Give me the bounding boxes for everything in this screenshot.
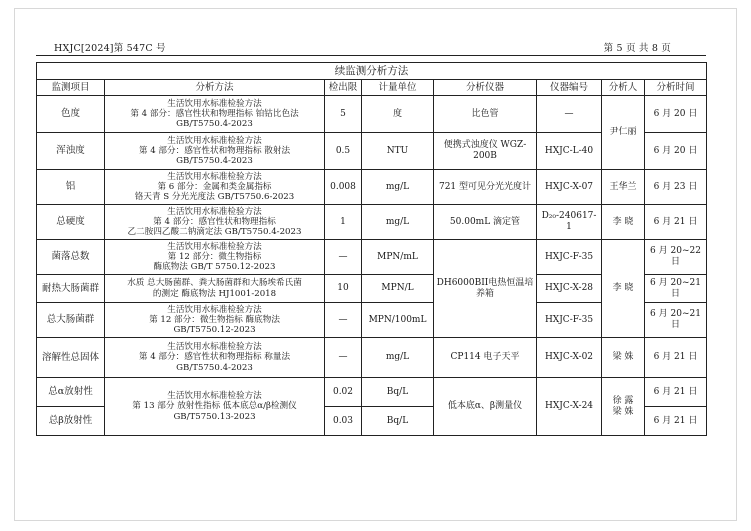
analysis-date: 6 月 23 日	[645, 170, 707, 205]
instrument-no: —	[537, 96, 602, 133]
unit: Bq/L	[362, 407, 434, 436]
item-name: 色度	[37, 96, 105, 133]
item-name: 总大肠菌群	[37, 303, 105, 338]
detection-limit: 5	[325, 96, 362, 133]
analyst-name: 梁 姝	[612, 406, 634, 417]
analysis-date: 6 月 21 日	[645, 338, 707, 378]
detection-limit: 1	[325, 205, 362, 240]
unit: Bq/L	[362, 378, 434, 407]
analysis-date: 6 月 20~22 日	[645, 240, 707, 275]
item-name: 总α放射性	[37, 378, 105, 407]
method-line: 第 12 部分：微生物指标 酶底物法	[149, 314, 280, 325]
instrument-no: D₂₀-240617-1	[537, 205, 602, 240]
item-name: 耐热大肠菌群	[37, 275, 105, 303]
detection-limit: 0.02	[325, 378, 362, 407]
detection-limit: 0.5	[325, 133, 362, 170]
analyst-name: 徐 露	[612, 395, 634, 406]
method-line: 生活饮用水标准检验方法	[167, 171, 262, 182]
method-line: 酶底物法 GB/T 5750.12-2023	[153, 262, 276, 273]
detection-limit: 10	[325, 275, 362, 303]
header-rule	[36, 55, 706, 56]
method-line: 水质 总大肠菌群、粪大肠菌群和大肠埃希氏菌	[127, 278, 302, 289]
table-row	[37, 96, 707, 133]
method-line: 第 4 部分：感官性状和物理指标 散射法	[138, 145, 291, 156]
item-name: 浑浊度	[37, 133, 105, 170]
instrument: 721 型可见分光光度计	[434, 170, 537, 205]
col-header-date: 分析时间	[645, 80, 707, 96]
instrument-no: HXJC-X-02	[537, 338, 602, 378]
analyst: 王华兰	[602, 170, 645, 205]
instrument-no: HXJC-X-07	[537, 170, 602, 205]
analysis-date: 6 月 20 日	[645, 96, 707, 133]
analyst	[602, 378, 645, 436]
item-name: 菌落总数	[37, 240, 105, 275]
method-line: 第 4 部分：感官性状和物理指标 称量法	[138, 352, 291, 363]
instrument-no: HXJC-F-35	[537, 303, 602, 338]
table-row	[37, 240, 707, 275]
unit: mg/L	[362, 338, 434, 378]
method-cell	[105, 133, 325, 170]
method-line: 第 12 部分：微生物指标	[167, 251, 262, 262]
method-cell	[105, 240, 325, 275]
method-line: GB/T5750.13-2023	[173, 411, 256, 422]
method-line: 生活饮用水标准检验方法	[167, 342, 262, 353]
page-info: 第 5 页 共 8 页	[603, 43, 671, 54]
instrument-no: HXJC-L-40	[537, 133, 602, 170]
method-cell	[105, 96, 325, 133]
unit: MPN/mL	[362, 240, 434, 275]
analysis-date: 6 月 21 日	[645, 407, 707, 436]
item-name: 溶解性总固体	[37, 338, 105, 378]
method-line: 乙二胺四乙酸二钠滴定法 GB/T5750.4-2023	[127, 227, 302, 238]
method-line: 第 13 部分 放射性指标 低本底总α/β检测仪	[132, 401, 297, 412]
analysis-date: 6 月 21 日	[645, 205, 707, 240]
detection-limit: —	[325, 338, 362, 378]
instrument-no: HXJC-F-35	[537, 240, 602, 275]
method-line: 生活饮用水标准检验方法	[167, 391, 262, 402]
method-line: 生活饮用水标准检验方法	[167, 241, 262, 252]
instrument: 低本底α、β测量仪	[434, 378, 537, 436]
method-line: GB/T5750.4-2023	[176, 156, 253, 167]
instrument: 50.00mL 滴定管	[434, 205, 537, 240]
unit: 度	[362, 96, 434, 133]
col-header-unit: 计量单位	[362, 80, 434, 96]
table-row	[37, 170, 707, 205]
item-name: 总硬度	[37, 205, 105, 240]
unit: mg/L	[362, 170, 434, 205]
analysis-date: 6 月 20 日	[645, 133, 707, 170]
analyst: 李 晓	[602, 205, 645, 240]
method-line: 的测定 酶底物法 HJ1001-2018	[152, 288, 277, 299]
col-header-instrument-no: 仪器编号	[537, 80, 602, 96]
table-row	[37, 338, 707, 378]
method-line: GB/T5750.4-2023	[176, 362, 253, 373]
method-line: 生活饮用水标准检验方法	[167, 98, 262, 109]
analysis-date: 6 月 21 日	[645, 378, 707, 407]
method-cell	[105, 303, 325, 338]
method-line: 第 6 部分：金属和类金属指标	[157, 181, 272, 192]
detection-limit: 0.008	[325, 170, 362, 205]
method-line: 第 4 部分：感官性状和物理指标	[153, 216, 276, 227]
analyst: 尹仁丽	[602, 96, 645, 170]
instrument: 便携式浊度仪 WGZ-200B	[434, 133, 537, 170]
method-cell	[105, 275, 325, 303]
unit: mg/L	[362, 205, 434, 240]
method-cell	[105, 338, 325, 378]
method-line: 生活饮用水标准检验方法	[167, 206, 262, 217]
analysis-date: 6 月 20~21 日	[645, 275, 707, 303]
detection-limit: —	[325, 303, 362, 338]
method-line: 铬天青 S 分光光度法 GB/T5750.6-2023	[134, 192, 295, 203]
analysis-methods-table	[36, 62, 707, 436]
report-number: HXJC[2024]第 547C 号	[54, 43, 166, 54]
item-name: 铝	[37, 170, 105, 205]
analysis-date: 6 月 20~21 日	[645, 303, 707, 338]
instrument-no: HXJC-X-24	[537, 378, 602, 436]
col-header-instrument: 分析仪器	[434, 80, 537, 96]
detection-limit: —	[325, 240, 362, 275]
instrument: DH6000BII电热恒温培养箱	[434, 240, 537, 338]
method-line: 生活饮用水标准检验方法	[167, 135, 262, 146]
unit: MPN/L	[362, 275, 434, 303]
analyst: 梁 姝	[602, 338, 645, 378]
unit: MPN/100mL	[362, 303, 434, 338]
method-cell	[105, 170, 325, 205]
table-title: 续监测分析方法	[37, 63, 707, 80]
method-line: GB/T5750.12-2023	[173, 325, 256, 336]
method-line: 第 4 部分：感官性状和物理指标 铂钴比色法	[130, 108, 299, 119]
detection-limit: 0.03	[325, 407, 362, 436]
method-cell	[105, 205, 325, 240]
method-line: GB/T5750.4-2023	[176, 119, 253, 130]
analyst: 李 晓	[602, 240, 645, 338]
col-header-method: 分析方法	[105, 80, 325, 96]
table-row	[37, 205, 707, 240]
table-row	[37, 378, 707, 407]
instrument: CP114 电子天平	[434, 338, 537, 378]
item-name: 总β放射性	[37, 407, 105, 436]
method-cell	[105, 378, 325, 436]
instrument-no: HXJC-X-28	[537, 275, 602, 303]
method-line: 生活饮用水标准检验方法	[167, 304, 262, 315]
col-header-analyst: 分析人	[602, 80, 645, 96]
col-header-limit: 检出限	[325, 80, 362, 96]
unit: NTU	[362, 133, 434, 170]
col-header-item: 监测项目	[37, 80, 105, 96]
instrument: 比色管	[434, 96, 537, 133]
